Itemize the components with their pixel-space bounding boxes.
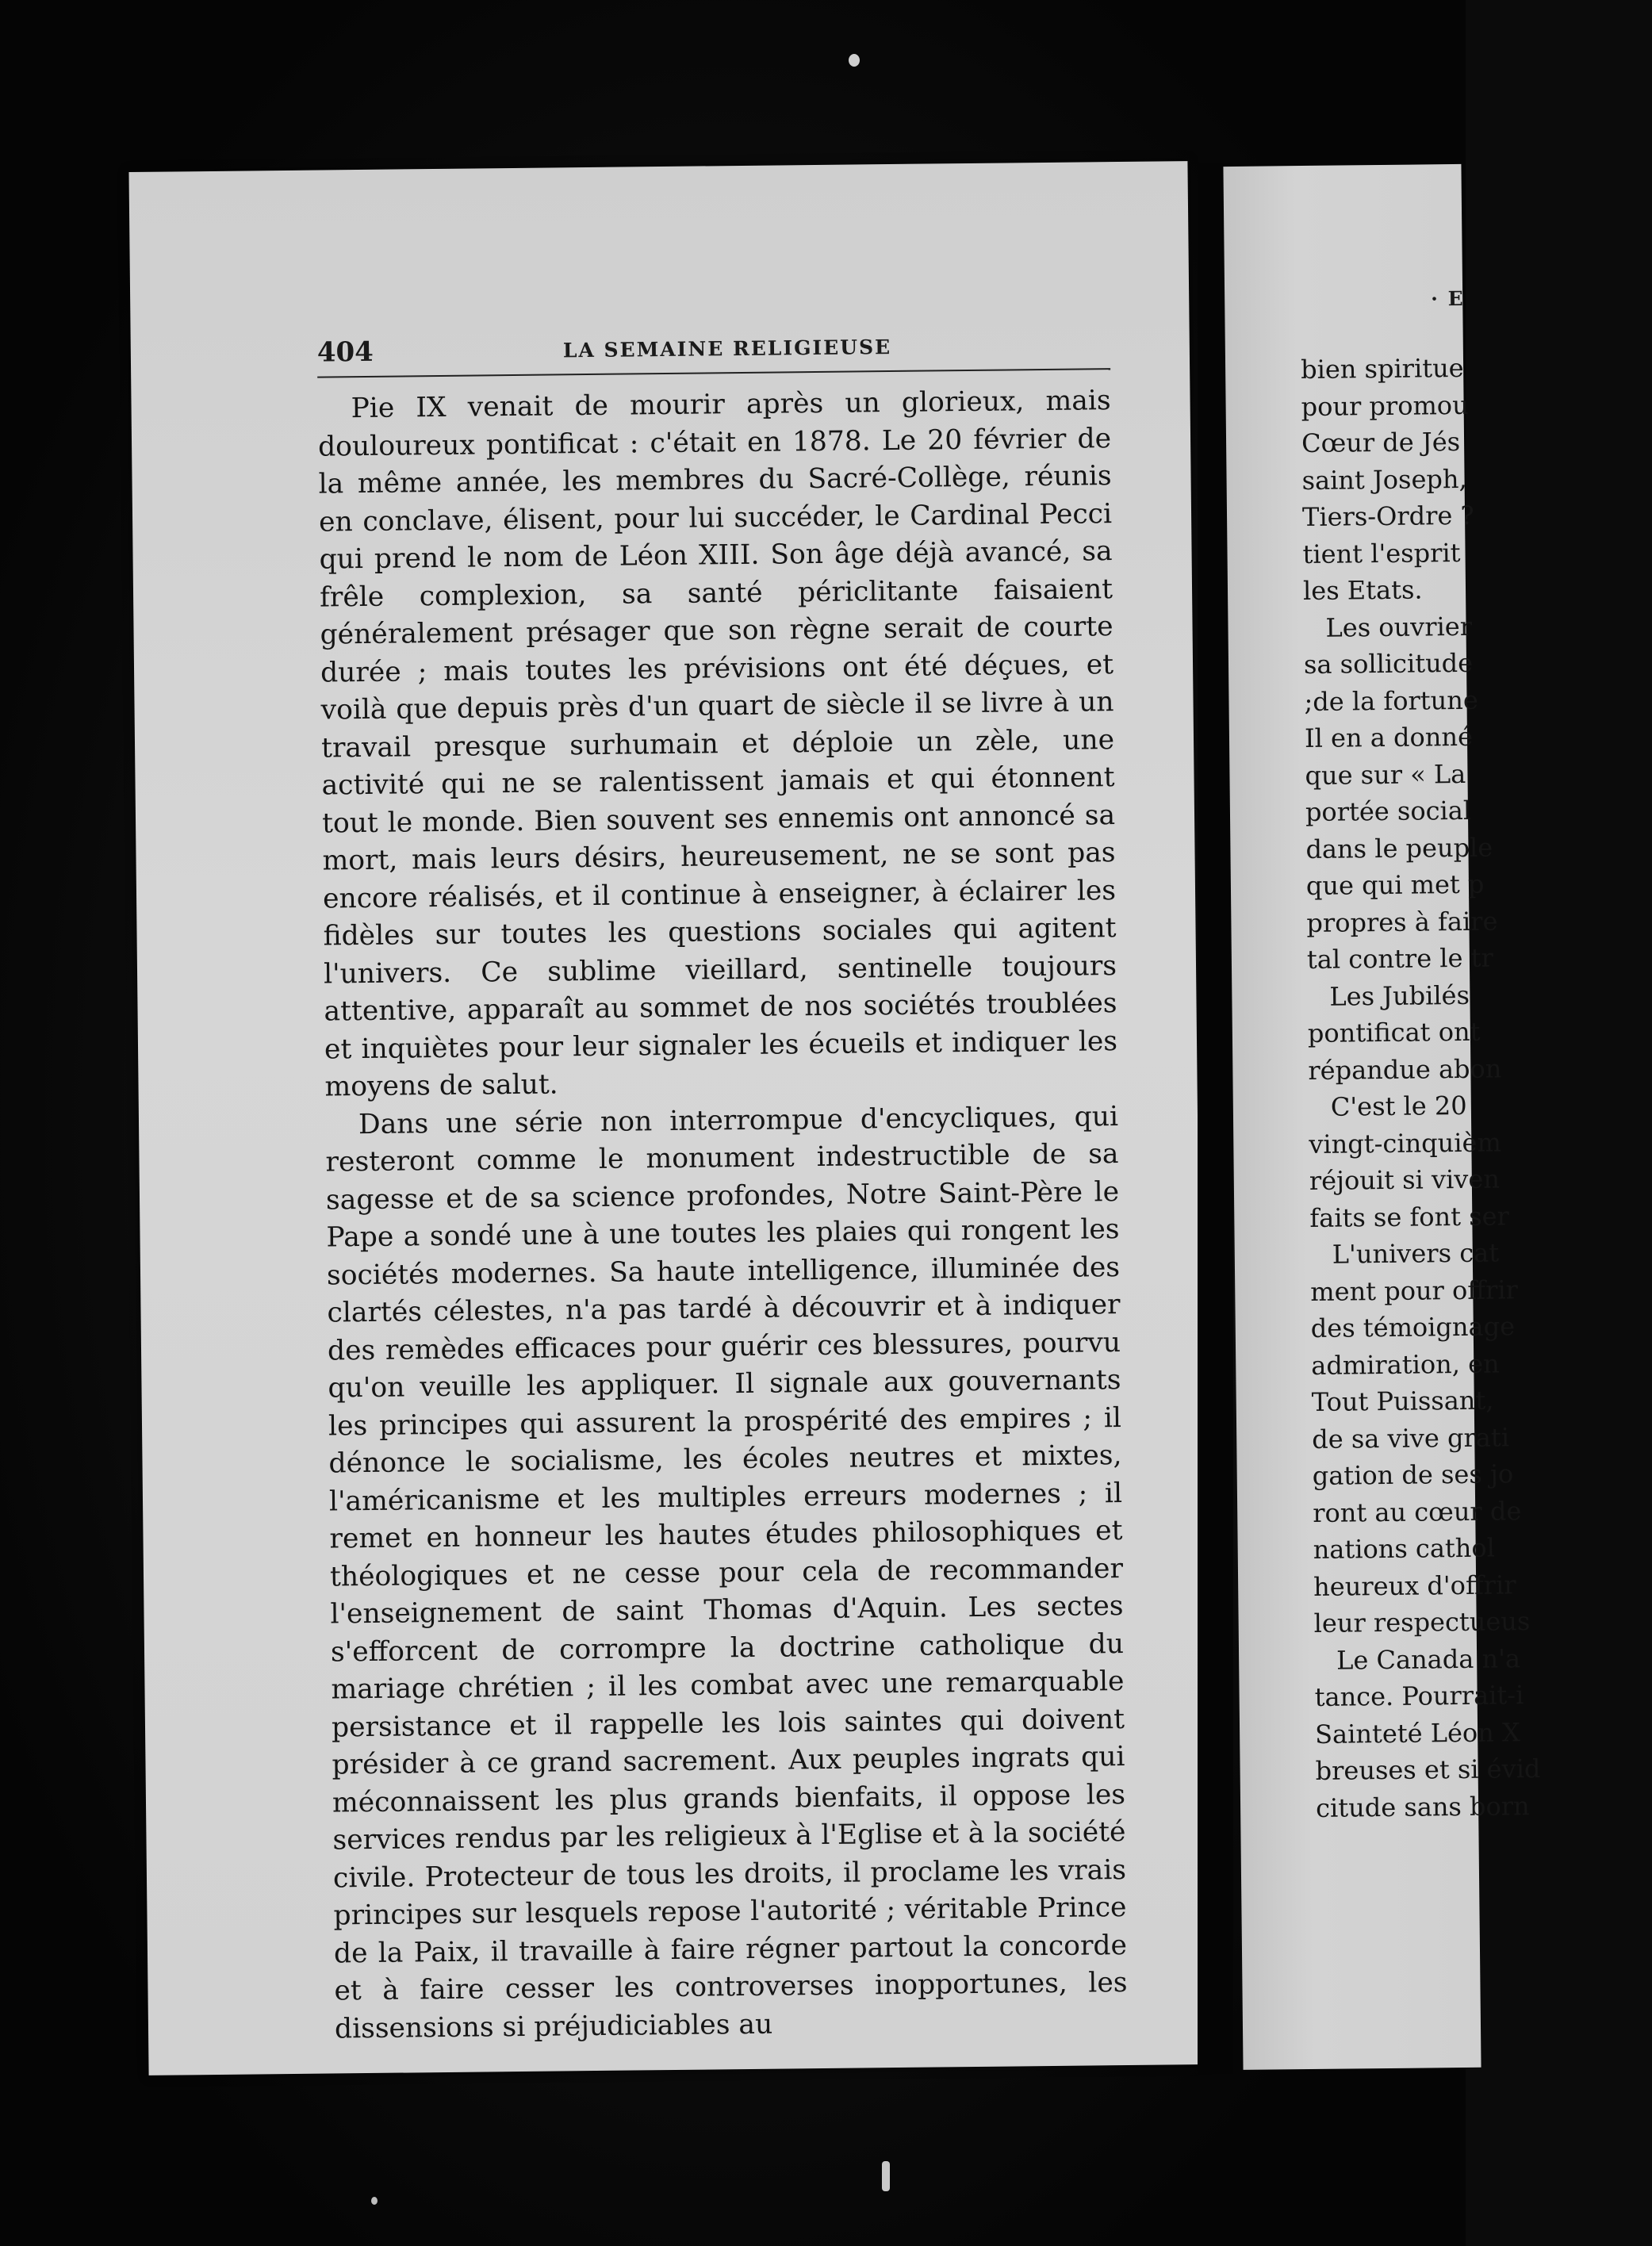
dust-speck xyxy=(1443,206,1455,222)
right-page-line: que sur « La xyxy=(1305,758,1466,791)
right-page-line: sa sollicitude xyxy=(1303,647,1474,680)
right-page-line: ront au cœur de xyxy=(1313,1495,1522,1528)
right-page-line: Les ouvrier xyxy=(1325,611,1473,643)
right-page-line: L'univers cat xyxy=(1332,1237,1500,1270)
dust-speck xyxy=(371,2197,378,2205)
right-running-title: · E xyxy=(1431,286,1465,311)
right-page-line: Il en a donné xyxy=(1304,721,1474,754)
body-text xyxy=(317,382,1128,2048)
right-page-line: vingt-cinquièm xyxy=(1309,1126,1501,1159)
right-page-line: tance. Pourrait-i xyxy=(1314,1680,1524,1712)
right-page-line: Le Canada n'a xyxy=(1336,1642,1521,1676)
right-page-line: breuses et si évid xyxy=(1315,1753,1541,1786)
right-page-line: nations cathol xyxy=(1313,1532,1496,1565)
right-page-line: pour promou xyxy=(1301,389,1469,422)
paragraph-1: Pie IX venait de mourir après un glorieux, mais douloureux pontificat : c'était en 1878. Le 20 février de la même année, les membres du Sacré-Collège, réunis en conclave, élisent, pour lui succéder, le Cardinal Pecci qui prend le nom de Léon XIII. Son âge déjà avancé, sa frêle complexion, sa santé périclitante faisaient généralement présager que son règne serait de courte durée ; mais toutes les prévisions ont été déçues, et voilà que depuis près d'un quart de siècle il se livre à un travail presque surhumain et déploie un zèle, une activité qui ne se ralentissent jamais et qui étonnent tout le monde. Bien souvent ses ennemis ont annoncé sa mort, mais leurs désirs, heureusement, ne se sont pas encore réalisés, et il continue à enseigner, à éclairer les fidèles sur toutes les questions sociales qui agitent l'univers. Ce sublime vieillard, sentinelle toujours attentive, apparaît au sommet de nos sociétés troublées et inquiètes pour leur signaler les écueils et indiquer les moyens de salut. xyxy=(317,385,1118,1103)
right-page-line: leur respectueus xyxy=(1313,1606,1531,1639)
right-page-line: portée social xyxy=(1305,795,1472,828)
right-page xyxy=(1223,164,1541,2070)
right-page-line: pontificat ont xyxy=(1307,1016,1481,1049)
dust-speck xyxy=(882,2161,890,2191)
right-page-line: réjouit si viven xyxy=(1309,1163,1501,1196)
right-page-line: Cœur de Jés xyxy=(1301,426,1461,459)
dust-speck xyxy=(849,54,860,67)
left-page xyxy=(128,161,1207,2075)
right-page-line: Tout Puissant, xyxy=(1311,1385,1494,1417)
right-page-text xyxy=(1301,348,1649,1826)
right-page-line: dans le peuple xyxy=(1305,832,1493,864)
page-header xyxy=(317,328,1110,378)
right-page-line: heureux d'offrir xyxy=(1313,1569,1516,1602)
right-page-line: Tiers-Ordre ? xyxy=(1301,500,1474,533)
right-page-line: ;de la fortune xyxy=(1304,684,1478,717)
right-page-line: tal contre le tr xyxy=(1306,942,1494,975)
right-page-line: C'est le 20 xyxy=(1330,1090,1467,1122)
right-page-line: répandue abon xyxy=(1308,1052,1502,1086)
right-page-line: des témoignage xyxy=(1310,1311,1516,1343)
right-page-line: saint Joseph, xyxy=(1301,463,1467,496)
right-page-line: admiration, en xyxy=(1311,1348,1500,1381)
right-page-line: tient l'esprit xyxy=(1302,537,1461,569)
right-page-line: faits se font ser xyxy=(1309,1200,1510,1233)
right-page-line: ment pour offrir xyxy=(1310,1274,1519,1307)
right-page-line: gation de ses jo xyxy=(1312,1458,1514,1491)
right-page-line: bien spiritue xyxy=(1300,352,1464,385)
right-page-line: les Etats. xyxy=(1302,574,1423,607)
running-title: LA SEMAINE RELIGIEUSE xyxy=(562,335,892,362)
right-page-line: citude sans born xyxy=(1315,1790,1530,1823)
right-page-line: propres à faire xyxy=(1306,905,1498,938)
right-page-line: de sa vive grati xyxy=(1312,1421,1510,1455)
paragraph-2: Dans une série non interrompue d'encycliques, qui resteront comme le monument indestructible de sa sagesse et de sa science profondes, Notre Saint-Père le Pape a sondé une à une toutes les plaies qui rongent les sociétés modernes. Sa haute intelligence, illuminée des clartés célestes, n'a pas tardé à découvrir et à indiquer des remèdes efficaces pour guérir ces blessures, pourvu qu'on veuille les appliquer. Il signale aux gouvernants les principes qui assurent la prospérité des empires ; il dénonce le socialisme, les écoles neutres et mixtes, l'américanisme et les multiples erreurs modernes ; il remet en honneur les hautes études philosophiques et théologiques et ne cesse pour cela de recommander l'enseignement de saint Thomas d'Aquin. Les sectes s'efforcent de corrompre la doctrine catholique du mariage chrétien ; il les combat avec une remarquable persistance et il rappelle les lois saintes qui doivent présider à ce grand sacrement. Aux peuples ingrats qui méconnaissent les plus grands bienfaits, il oppose les services rendus par les religieux à l'Eglise et à la société civile. Protecteur de tous les droits, il proclame les vrais principes sur lesquels repose l'autorité ; véritable Prince de la Paix, il travaille à faire régner partout la concorde et à faire cesser les controverses inopportunes, les dissensions si préjudiciables au xyxy=(325,1100,1128,2045)
right-page-line: que qui met p xyxy=(1305,868,1485,902)
right-page-line: Les Jubilés xyxy=(1329,979,1470,1012)
right-page-line: Sainteté Léon X xyxy=(1314,1716,1520,1750)
page-number: 404 xyxy=(316,335,374,369)
